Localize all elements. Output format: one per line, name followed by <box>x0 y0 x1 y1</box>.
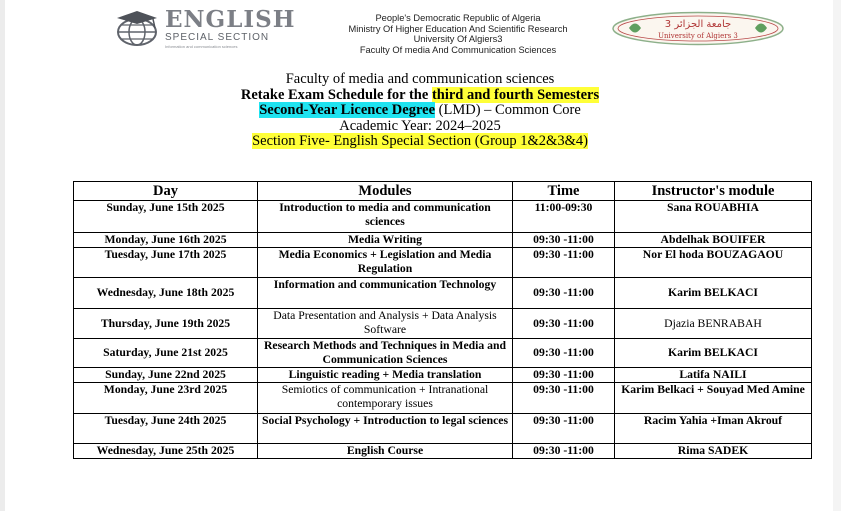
cell-module: Media Economics + Legislation and Media Regulation <box>258 248 513 278</box>
cell-instructor: Racim Yahia +Iman Akrouf <box>615 414 812 444</box>
ministry-line: Faculty Of media And Communication Sciences <box>359 44 557 55</box>
cell-module: Information and communication Technology <box>258 278 513 309</box>
cell-module: Research Methods and Techniques in Media and Communication Sciences <box>258 339 513 368</box>
page-right-edge <box>833 0 841 511</box>
table-header-row <box>74 182 812 201</box>
cell-time: 09:30 -11:00 <box>513 444 615 459</box>
ministry-line: University Of Algiers3 <box>413 34 503 44</box>
ministry-line: People's Democratic Republic of Algeria <box>375 13 541 23</box>
cell-instructor: Karim Belkaci + Souyad Med Amine <box>615 383 812 414</box>
table-row <box>74 248 812 278</box>
university-logo <box>611 11 785 46</box>
cell-module: English Course <box>258 444 513 459</box>
table-row <box>74 444 812 459</box>
exam-schedule-table <box>73 181 812 459</box>
degree-line <box>120 103 720 119</box>
title-block <box>120 72 720 150</box>
cell-time: 11:00-09:30 <box>513 201 615 233</box>
cell-day: Monday, June 16th 2025 <box>74 233 258 248</box>
cell-module: Social Psychology + Introduction to legal sciences <box>258 414 513 444</box>
semesters-highlight: third and fourth Semesters <box>431 86 600 103</box>
cell-day: Sunday, June 15th 2025 <box>74 201 258 233</box>
faculty-title: Faculty of media and communication sciences <box>285 71 555 87</box>
cell-time: 09:30 -11:00 <box>513 278 615 309</box>
header-day: Day <box>74 182 258 201</box>
cell-time: 09:30 -11:00 <box>513 414 615 444</box>
cell-time: 09:30 -11:00 <box>513 248 615 278</box>
cell-day: Thursday, June 19th 2025 <box>74 309 258 339</box>
retake-title <box>120 88 720 104</box>
cell-day: Wednesday, June 18th 2025 <box>74 278 258 309</box>
cell-instructor: Nor El hoda BOUZAGAOU <box>615 248 812 278</box>
cell-instructor: Abdelhak BOUIFER <box>615 233 812 248</box>
table-row <box>74 368 812 383</box>
cell-instructor: Rima SADEK <box>615 444 812 459</box>
cell-day: Tuesday, June 17th 2025 <box>74 248 258 278</box>
cell-instructor: Karim BELKACI <box>615 278 812 309</box>
table-row <box>74 383 812 414</box>
header-modules: Modules <box>258 182 513 201</box>
cell-time: 09:30 -11:00 <box>513 339 615 368</box>
academic-year: Academic Year: 2024–2025 <box>339 117 501 134</box>
logo-tagline: Information and communication sciences <box>165 44 238 49</box>
table-row <box>74 233 812 248</box>
logo-arabic-text: جامعة الجزائر 3 <box>664 19 732 30</box>
cell-day: Sunday, June 22nd 2025 <box>74 368 258 383</box>
cell-time: 09:30 -11:00 <box>513 233 615 248</box>
header-instructor: Instructor's module <box>615 182 812 201</box>
retake-title-prefix: Retake Exam Schedule for the <box>240 86 432 103</box>
cell-module: Semiotics of communication + Intranational contemporary issues <box>258 383 513 414</box>
table-row <box>74 414 812 444</box>
cell-module: Media Writing <box>258 233 513 248</box>
table-row <box>74 339 812 368</box>
page-left-edge <box>0 0 5 511</box>
ministry-header <box>310 13 606 55</box>
cell-day: Wednesday, June 25th 2025 <box>74 444 258 459</box>
globe-mortarboard-icon <box>113 10 159 46</box>
cell-day: Monday, June 23rd 2025 <box>74 383 258 414</box>
cell-day: Saturday, June 21st 2025 <box>74 339 258 368</box>
cell-module: Linguistic reading + Media translation <box>258 368 513 383</box>
cell-instructor: Karim BELKACI <box>615 339 812 368</box>
logo-subtitle: SPECIAL SECTION <box>165 32 270 43</box>
section-highlight: Section Five- English Special Section (Group 1&2&3&4) <box>252 133 588 149</box>
cell-time: 09:30 -11:00 <box>513 309 615 339</box>
cell-time: 09:30 -11:00 <box>513 383 615 414</box>
english-section-logo <box>113 6 296 49</box>
ministry-line: Ministry Of Higher Education And Scientific Research <box>348 23 568 34</box>
logo-title: ENGLISH <box>165 6 296 33</box>
cell-instructor: Djazia BENRABAH <box>615 309 812 339</box>
university-emblem-icon <box>611 11 785 46</box>
cell-instructor: Sana ROUABHIA <box>615 201 812 233</box>
cell-time: 09:30 -11:00 <box>513 368 615 383</box>
section-line <box>120 134 720 150</box>
table-row <box>74 201 812 233</box>
cell-day: Tuesday, June 24th 2025 <box>74 414 258 444</box>
cell-module: Introduction to media and communication sciences <box>258 201 513 233</box>
logo-latin-text: University of Algiers 3 <box>658 32 738 40</box>
header-time: Time <box>513 182 615 201</box>
cell-instructor: Latifa NAILI <box>615 368 812 383</box>
degree-highlight: Second-Year Licence Degree <box>259 102 436 118</box>
degree-rest: (LMD) – Common Core <box>435 102 581 118</box>
cell-module: Data Presentation and Analysis + Data Analysis Software <box>258 309 513 339</box>
table-row <box>74 278 812 309</box>
table-row <box>74 309 812 339</box>
